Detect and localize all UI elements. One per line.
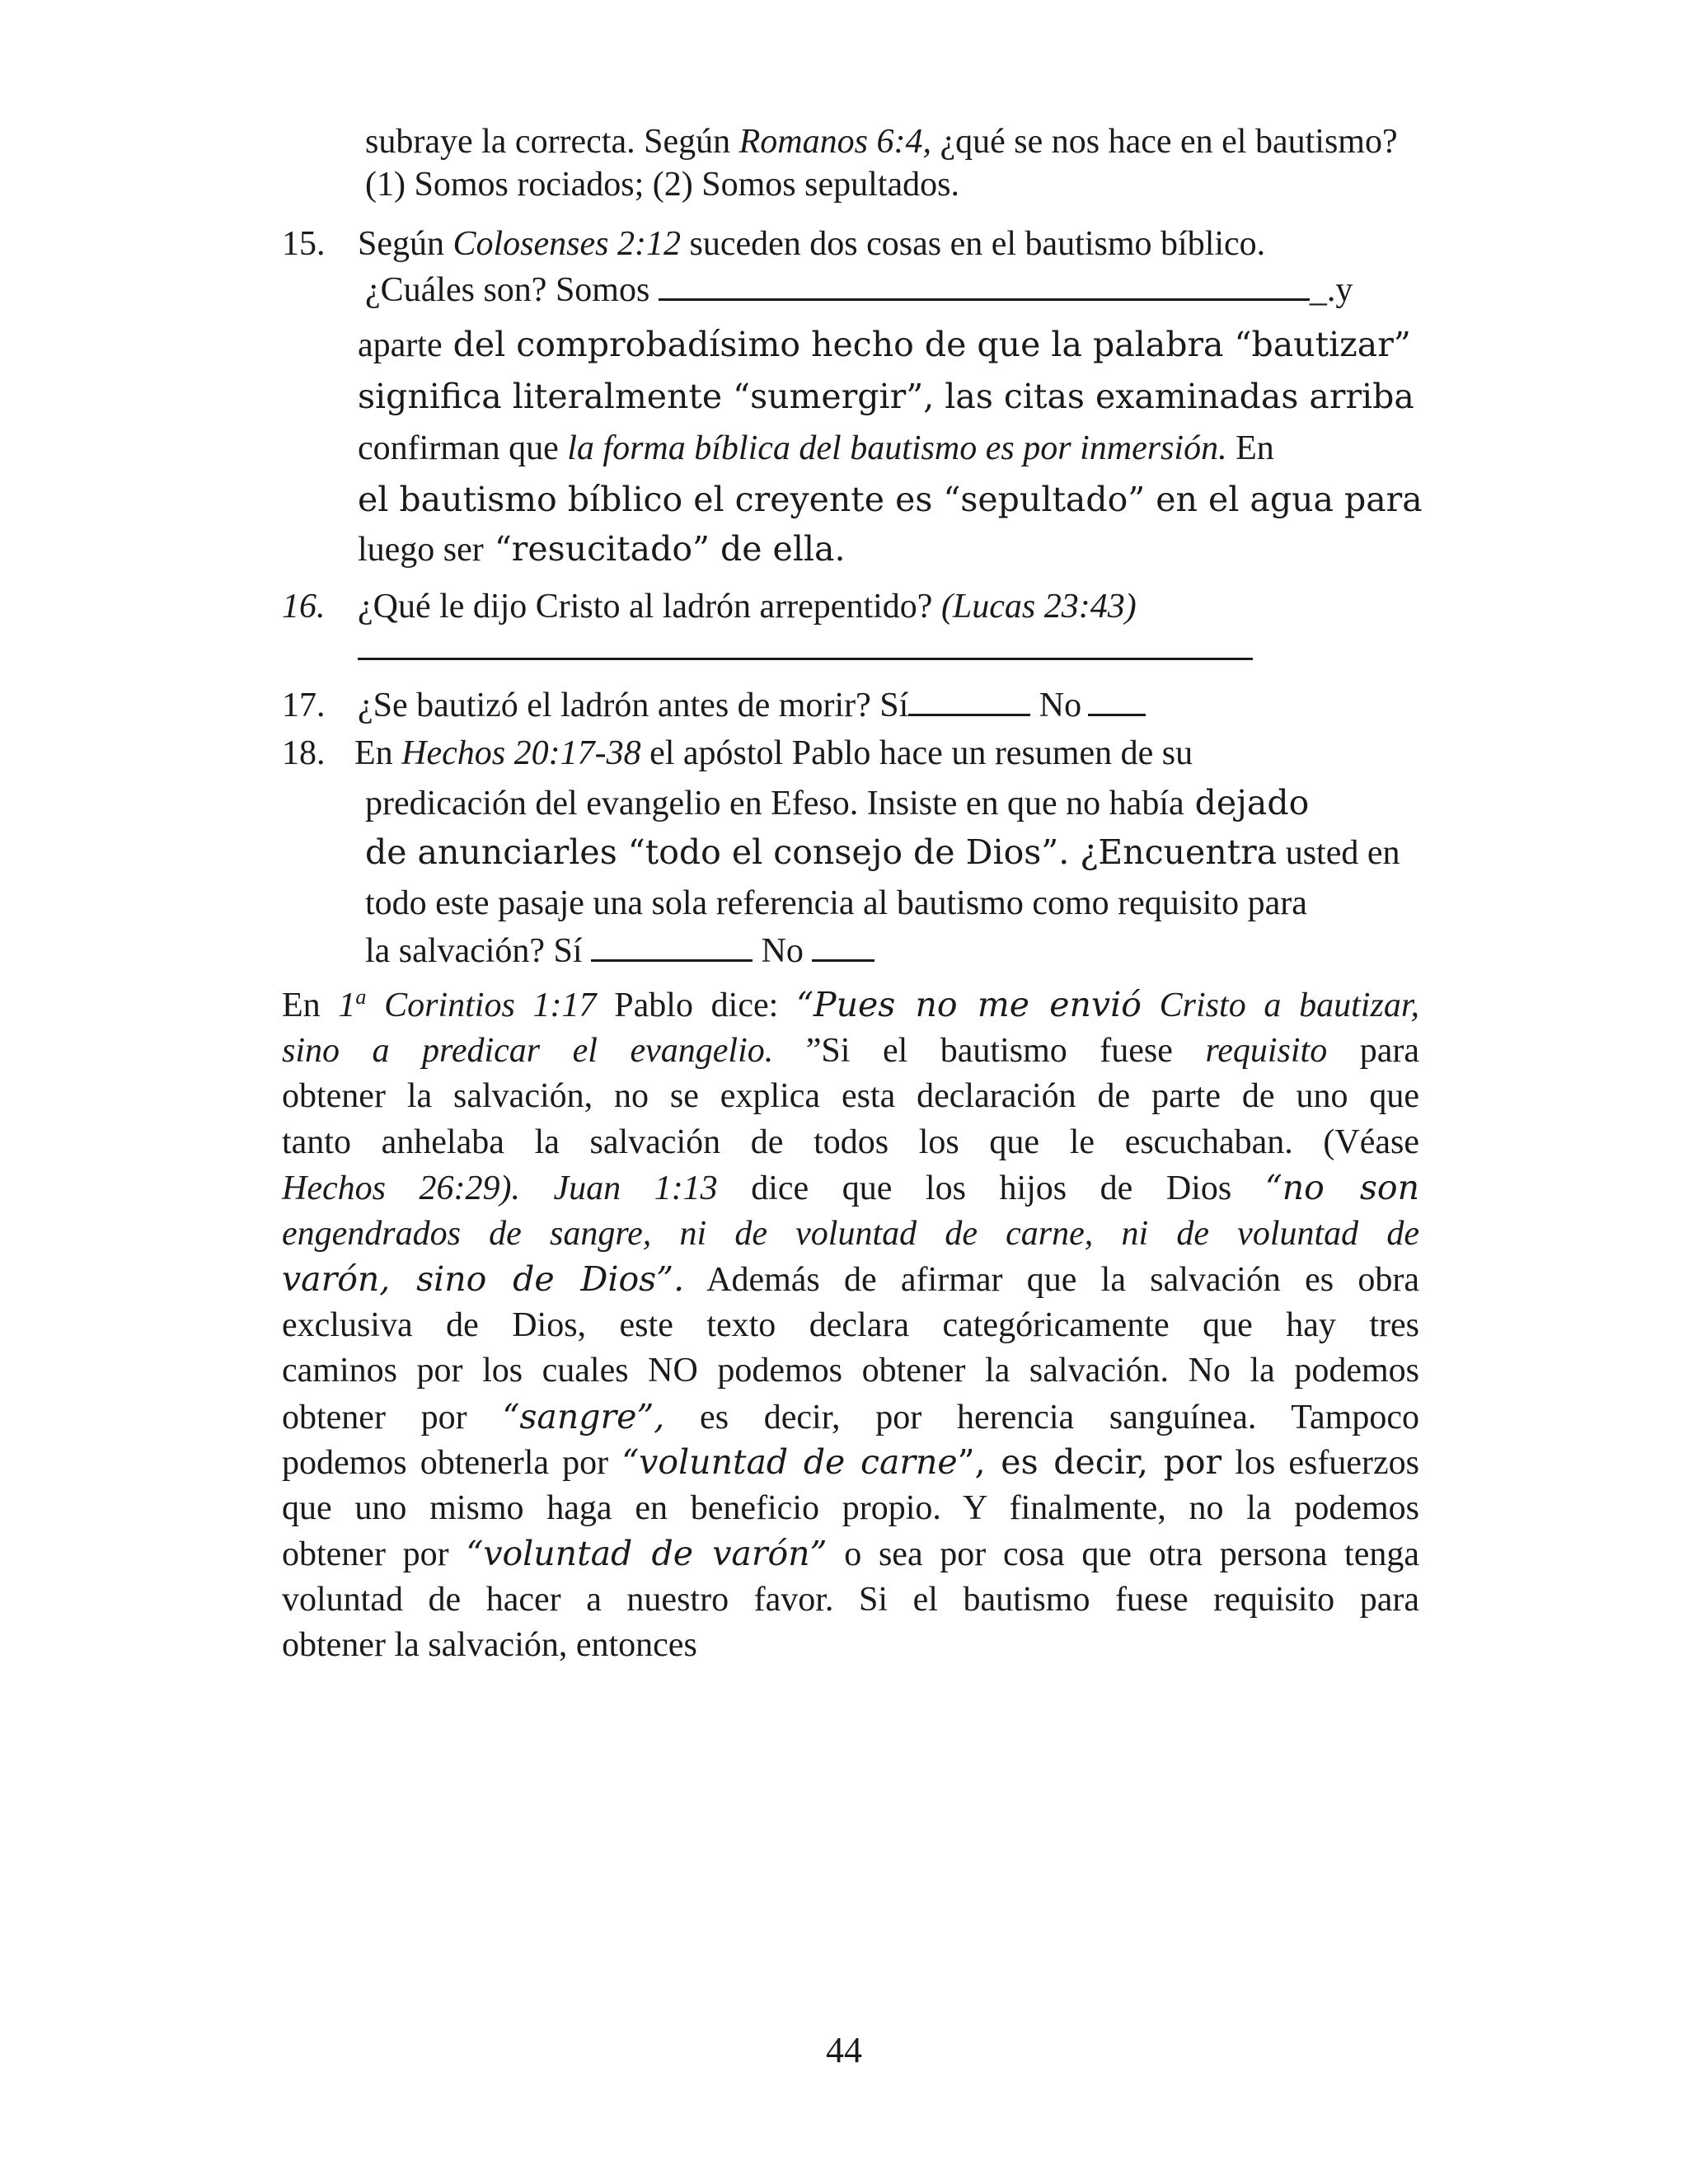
q15-para-line-1: aparte del comprobadísimo hecho de que la palabra “bautizar” xyxy=(358,325,1411,364)
paragraph-line: sino a predicar el evangelio. ”Si el bautismo fuese requisito para xyxy=(282,1031,1420,1070)
q14-line-2: (1) Somos rociados; (2) Somos sepultados. xyxy=(365,166,959,204)
paragraph-line: Hechos 26:29). Juan 1:13 dice que los hijos de Dios “no son xyxy=(282,1168,1420,1207)
q18-line-3: de anunciarles “todo el consejo de Dios”. ¿Encuentra usted en xyxy=(365,832,1400,872)
q17-number: 17. xyxy=(282,687,326,724)
body-paragraph xyxy=(282,982,1419,1669)
paragraph-line: tanto anhelaba la salvación de todos los que le escuchaban. (Véase xyxy=(282,1122,1419,1161)
q15-para-line-5: luego ser “resucitado” de ella. xyxy=(358,529,846,569)
q18-line-5: la salvación? Sí No xyxy=(365,930,874,972)
q15-para-line-2: significa literalmente “sumergir”, las citas examinadas arriba xyxy=(358,377,1414,416)
paragraph-line: exclusiva de Dios, este texto declara categóricamente que hay tres xyxy=(282,1305,1419,1344)
q16-number: 16. xyxy=(282,588,326,626)
paragraph-line: obtener la salvación, entonces xyxy=(282,1626,697,1664)
paragraph-line: que uno mismo haga en beneficio propio. Y finalmente, no la podemos xyxy=(282,1488,1419,1527)
q18-line-2: predicación del evangelio en Efeso. Insiste en que no había dejado xyxy=(365,783,1310,823)
q15-para-line-4: el bautismo bíblico el creyente es “sepultado” en el agua para xyxy=(358,480,1423,519)
q18-line-4: todo este pasaje una sola referencia al bautismo como requisito para xyxy=(365,884,1307,922)
q16-text: ¿Qué le dijo Cristo al ladrón arrepentido? (Lucas 23:43) xyxy=(358,588,1137,626)
q15-para-line-3: confirman que la forma bíblica del bautismo es por inmersión. En xyxy=(358,429,1274,467)
q18-number: 18. xyxy=(282,734,326,772)
q14-line-1: subraye la correcta. Según Romanos 6:4, ¿qué se nos hace en el bautismo? xyxy=(365,123,1398,161)
paragraph-line: En 1$^a$ Corintios 1:17 Pablo dice: “Pues no me envió Cristo a bautizar, xyxy=(282,985,1420,1024)
q17-text: ¿Se bautizó el ladrón antes de morir? Sí No xyxy=(358,684,1146,727)
paragraph-line: voluntad de hacer a nuestro favor. Si el bautismo fuese requisito para xyxy=(282,1580,1419,1619)
q15-line-2: ¿Cuáles son? Somos _.y xyxy=(365,271,1353,309)
yes-blank[interactable] xyxy=(591,931,753,962)
q15-line-1: Según Colosenses 2:12 suceden dos cosas en el bautismo bíblico. xyxy=(358,225,1266,263)
paragraph-line: obtener por “sangre”, es decir, por herencia sanguínea. Tampoco xyxy=(282,1396,1419,1436)
answer-blank[interactable] xyxy=(659,270,1310,301)
no-blank[interactable] xyxy=(1088,686,1146,716)
paragraph-line: engendrados de sangre, ni de voluntad de carne, ni de voluntad de xyxy=(282,1214,1419,1253)
no-blank[interactable] xyxy=(812,931,874,962)
paragraph-line: obtener por “voluntad de varón” o sea por cosa que otra persona tenga xyxy=(282,1534,1419,1573)
q15-number: 15. xyxy=(282,225,326,263)
q18-line-1: En Hechos 20:17-38 el apóstol Pablo hace un resumen de su xyxy=(354,734,1193,772)
yes-blank[interactable] xyxy=(908,686,1030,716)
paragraph-line: obtener la salvación, no se explica esta declaración de parte de uno que xyxy=(282,1077,1419,1115)
q16-answer-line[interactable] xyxy=(358,626,1253,660)
paragraph-line: varón, sino de Dios”. Además de afirmar que la salvación es obra xyxy=(282,1259,1419,1299)
paragraph-line: caminos por los cuales NO podemos obtener la salvación. No la podemos xyxy=(282,1352,1419,1390)
page-number: 44 xyxy=(826,2030,862,2070)
paragraph-line: podemos obtenerla por “voluntad de carne”, es decir, por los esfuerzos xyxy=(282,1442,1419,1482)
